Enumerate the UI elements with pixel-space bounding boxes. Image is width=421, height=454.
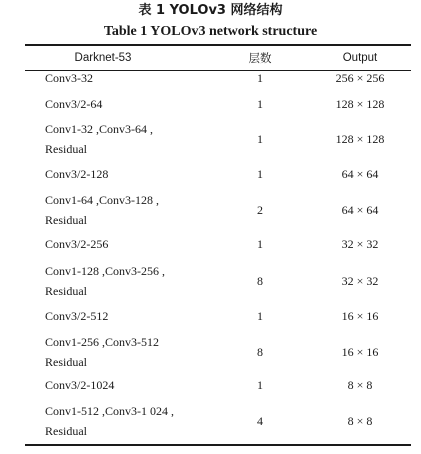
row-layer-count: 1 [257, 308, 263, 323]
table-row [25, 304, 411, 328]
table-row [25, 373, 411, 397]
row-output-size: 256 × 256 [335, 70, 385, 85]
row-output-size: 8 × 8 [347, 377, 373, 392]
table-row [25, 189, 411, 231]
row-layer-name: Conv3/2-64 [45, 97, 103, 111]
row-layer-name: Conv3/2-256 [45, 237, 109, 251]
row-layer-name: Conv3-32 [45, 71, 93, 85]
column-header-output: Output [342, 52, 378, 64]
table-row [25, 331, 411, 373]
row-layer-count: 1 [257, 70, 263, 85]
column-header-layers: 层数 [248, 51, 272, 65]
row-output-size: 8 × 8 [347, 413, 373, 428]
table-caption-english: Table 1 YOLOv3 network structure [103, 24, 318, 39]
row-layer-count: 2 [257, 202, 263, 217]
row-layer-name: Conv1-256 ,Conv3-512 Residual [45, 335, 159, 369]
row-layer-name: Conv1-512 ,Conv3-1 024 , Residual [45, 404, 174, 438]
column-header-darknet: Darknet-53 [74, 52, 132, 64]
table-top-rule [25, 44, 411, 46]
row-layer-count: 1 [257, 96, 263, 111]
row-output-size: 128 × 128 [335, 131, 385, 146]
row-output-size: 64 × 64 [341, 166, 379, 181]
table-row [25, 400, 411, 442]
row-layer-count: 8 [257, 344, 263, 359]
row-layer-count: 1 [257, 166, 263, 181]
row-output-size: 64 × 64 [341, 202, 379, 217]
row-layer-count: 1 [257, 131, 263, 146]
row-layer-count: 1 [257, 236, 263, 251]
table-row [25, 118, 411, 160]
table-row [25, 162, 411, 186]
row-layer-name: Conv1-64 ,Conv3-128 , Residual [45, 193, 159, 227]
table-row [25, 232, 411, 256]
row-output-size: 16 × 16 [341, 308, 379, 323]
row-layer-name: Conv1-128 ,Conv3-256 , Residual [45, 264, 165, 298]
row-output-size: 32 × 32 [341, 236, 379, 251]
row-output-size: 128 × 128 [335, 96, 385, 111]
row-layer-name: Conv3/2-128 [45, 167, 109, 181]
row-layer-count: 1 [257, 377, 263, 392]
row-layer-name: Conv1-32 ,Conv3-64 , Residual [45, 122, 153, 156]
row-layer-count: 8 [257, 273, 263, 288]
row-layer-name: Conv3/2-512 [45, 309, 109, 323]
row-layer-name: Conv3/2-1024 [45, 378, 115, 392]
table-row [25, 64, 411, 92]
row-layer-count: 4 [257, 413, 263, 428]
table-row [25, 91, 411, 117]
row-output-size: 16 × 16 [341, 344, 379, 359]
table-bottom-rule [25, 444, 411, 446]
table-row [25, 260, 411, 302]
row-output-size: 32 × 32 [341, 273, 379, 288]
table-caption-chinese: 表 1 YOLOv3 网络结构 [138, 3, 283, 18]
